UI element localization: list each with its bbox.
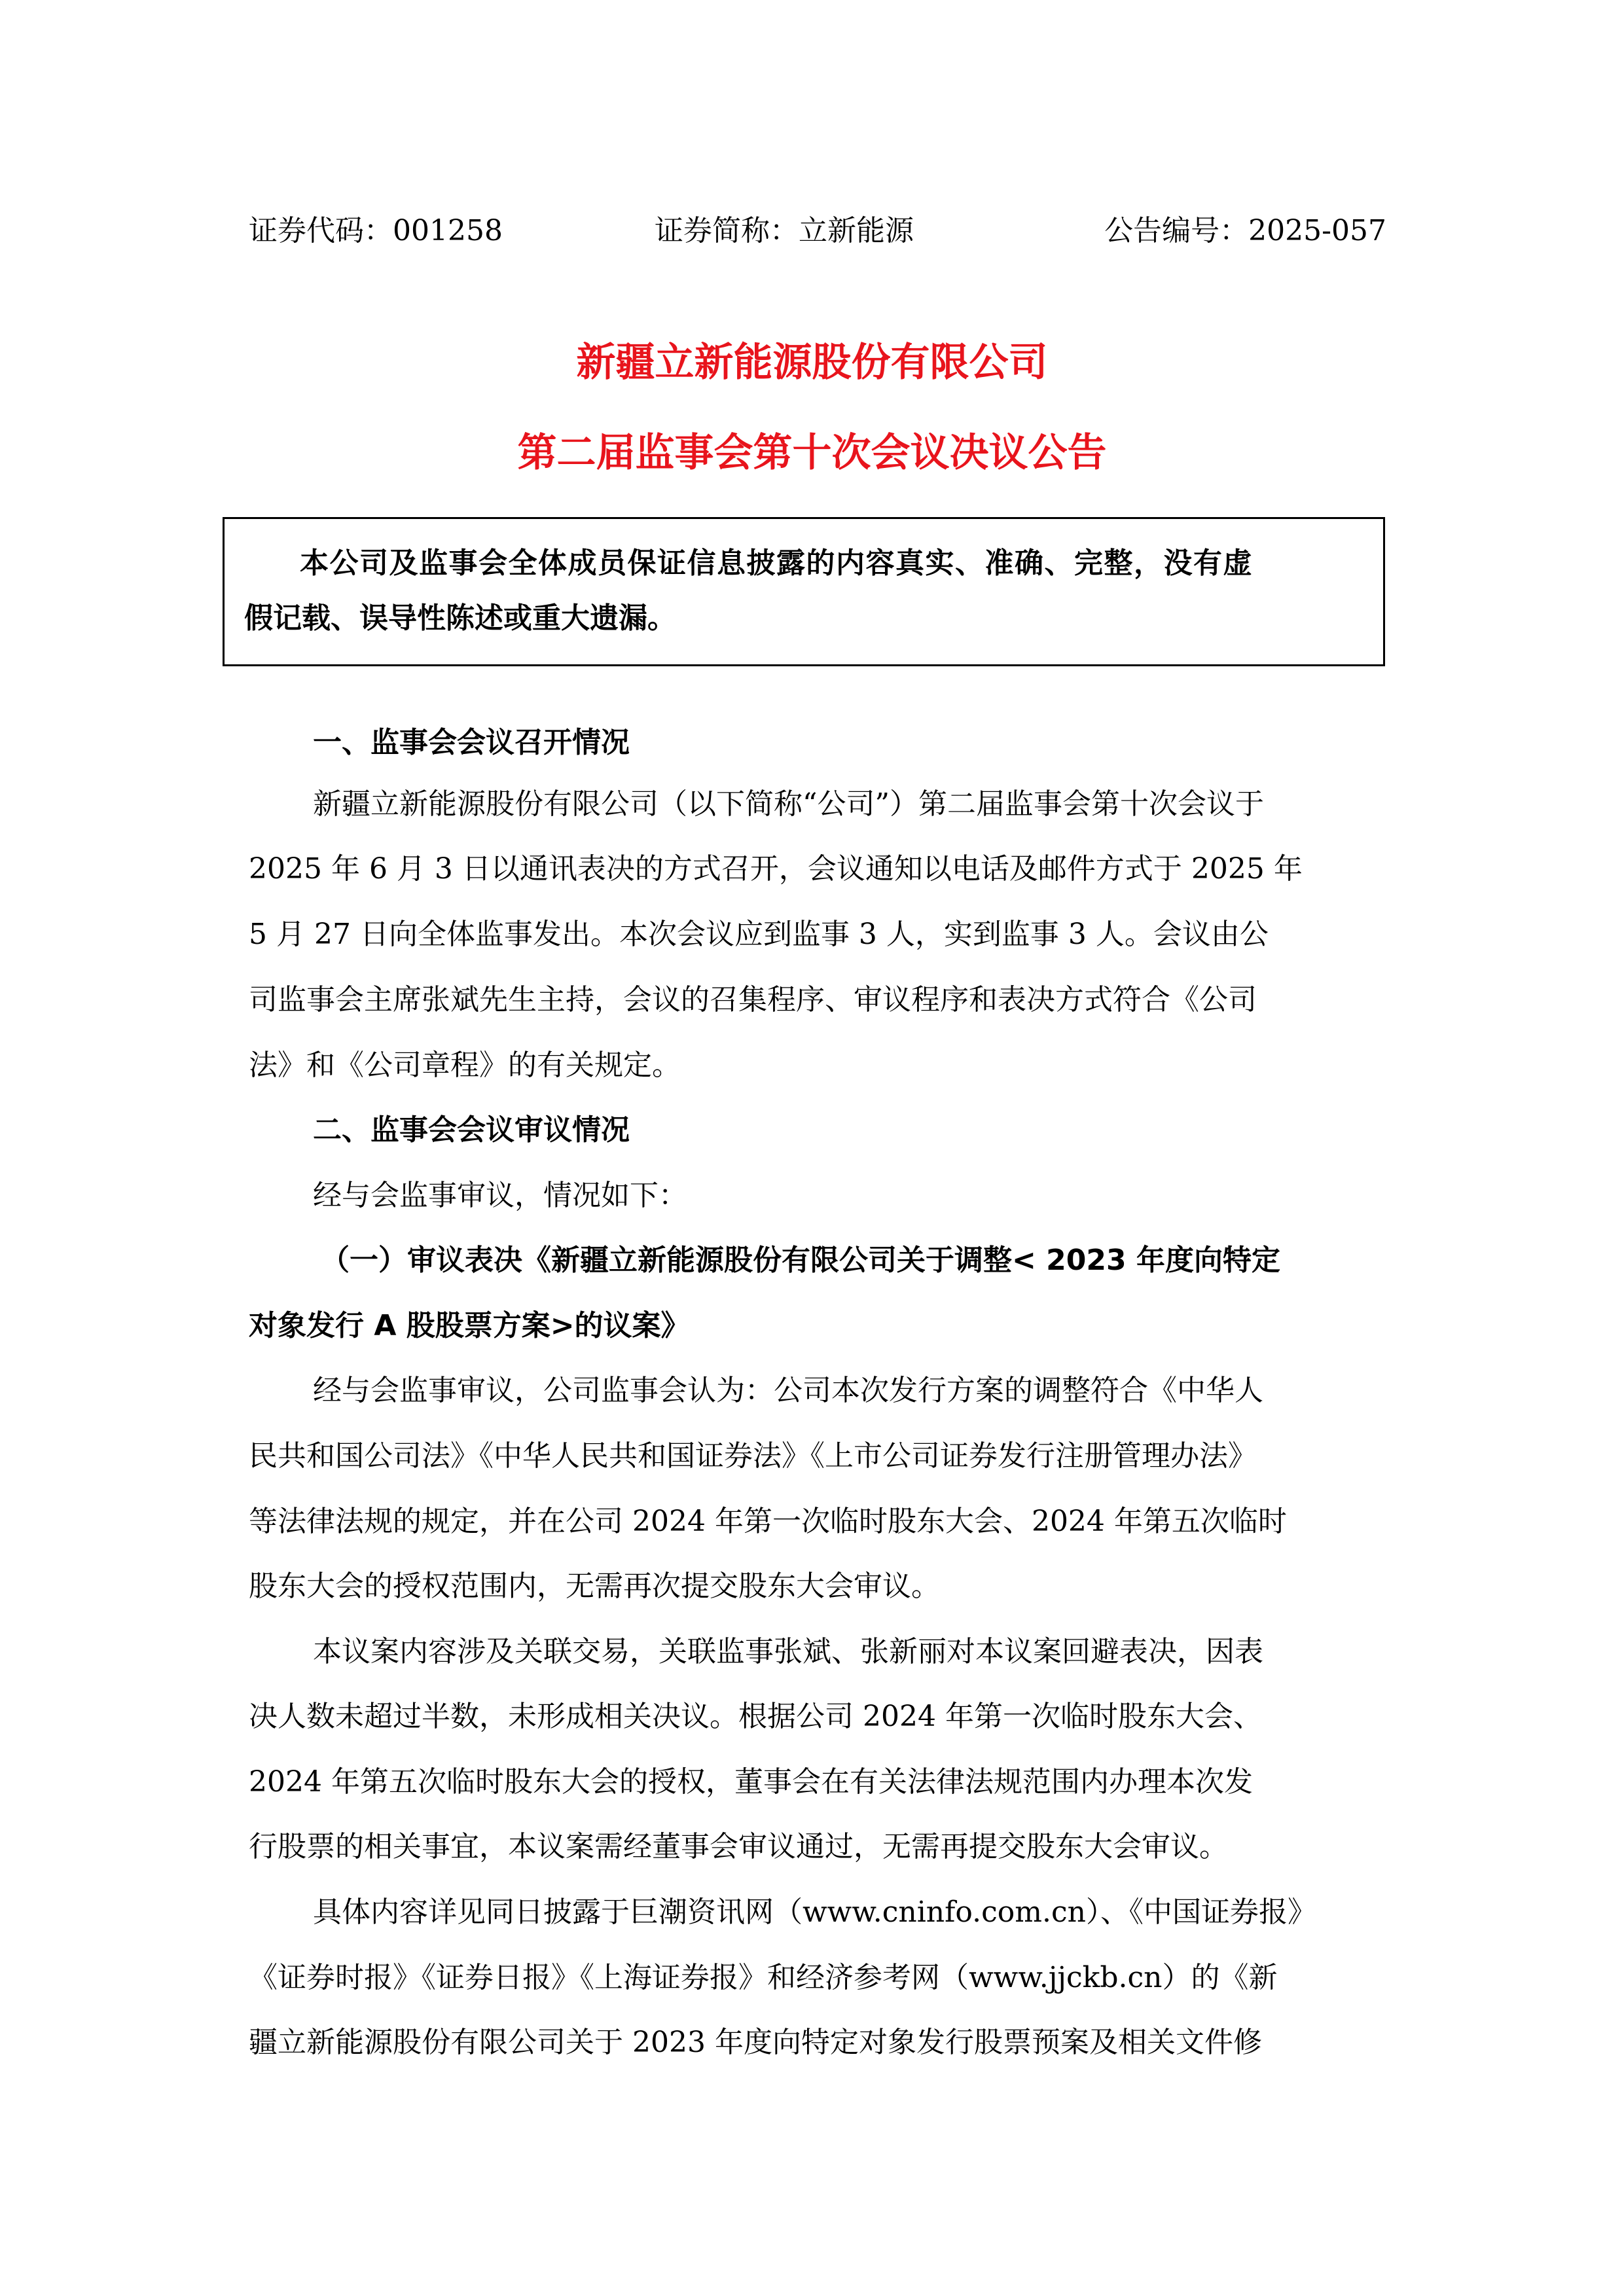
item1-para1-line: 民共和国公司法》《中华人民共和国证券法》《上市公司证券发行注册管理办法》 (249, 1439, 1257, 1473)
item1-para2-line: 2024 年第五次临时股东大会的授权，董事会在有关法律法规范围内办理本次发 (249, 1765, 1253, 1799)
stock-code: 证券代码：001258 (249, 214, 503, 247)
section1-heading: 一、监事会会议召开情况 (313, 726, 630, 759)
section1-line: 司监事会主席张斌先生主持，会议的召集程序、审议程序和表决方式符合《公司 (249, 983, 1257, 1016)
announcement-number: 公告编号：2025-057 (1104, 214, 1386, 247)
section2-intro: 经与会监事审议，情况如下： (313, 1179, 687, 1212)
section1-line: 新疆立新能源股份有限公司（以下简称“公司”）第二届监事会第十次会议于 (313, 787, 1264, 821)
stock-abbreviation: 证券简称：立新能源 (655, 214, 914, 247)
item1-para2-line: 决人数未超过半数，未形成相关决议。根据公司 2024 年第一次临时股东大会、 (249, 1700, 1262, 1733)
item1-para2-line: 行股票的相关事宜，本议案需经董事会审议通过，无需再提交股东大会审议。 (249, 1830, 1228, 1863)
section2-heading: 二、监事会会议审议情况 (313, 1113, 630, 1147)
item1-para1-line: 等法律法规的规定，并在公司 2024 年第一次临时股东大会、2024 年第五次临时 (249, 1505, 1287, 1538)
item1-title-line: 对象发行 A 股股票方案>的议案》 (249, 1309, 690, 1342)
disclaimer-line-2: 假记载、误导性陈述或重大遗漏。 (244, 601, 676, 635)
disclaimer-box (223, 517, 1385, 666)
item1-para1-line: 股东大会的授权范围内，无需再次提交股东大会审议。 (249, 1570, 940, 1603)
company-title: 新疆立新能源股份有限公司 (576, 340, 1048, 386)
section1-line: 5 月 27 日向全体监事发出。本次会议应到监事 3 人，实到监事 3 人。会议由公 (249, 918, 1269, 951)
item1-title-line: （一）审议表决《新疆立新能源股份有限公司关于调整< 2023 年度向特定 (321, 1244, 1280, 1277)
item1-para1-line: 经与会监事审议，公司监事会认为：公司本次发行方案的调整符合《中华人 (313, 1374, 1263, 1407)
item1-para3-line: 疆立新能源股份有限公司关于 2023 年度向特定对象发行股票预案及相关文件修 (249, 2026, 1262, 2059)
item1-para2-line: 本议案内容涉及关联交易，关联监事张斌、张新丽对本议案回避表决，因表 (313, 1635, 1263, 1668)
announcement-title: 第二届监事会第十次会议决议公告 (517, 430, 1107, 476)
disclaimer-line-1: 本公司及监事会全体成员保证信息披露的内容真实、准确、完整，没有虚 (300, 547, 1253, 580)
item1-para3-line: 具体内容详见同日披露于巨潮资讯网（www.cninfo.com.cn）、《中国证券报》 (313, 1895, 1316, 1929)
section1-line: 法》和《公司章程》的有关规定。 (249, 1049, 681, 1082)
section1-line: 2025 年 6 月 3 日以通讯表决的方式召开，会议通知以电话及邮件方式于 2025 年 (249, 852, 1303, 886)
item1-para3-line: 《证券时报》《证券日报》《上海证券报》和经济参考网（www.jjckb.cn）的《新 (249, 1961, 1278, 1994)
document-header (249, 208, 1386, 254)
